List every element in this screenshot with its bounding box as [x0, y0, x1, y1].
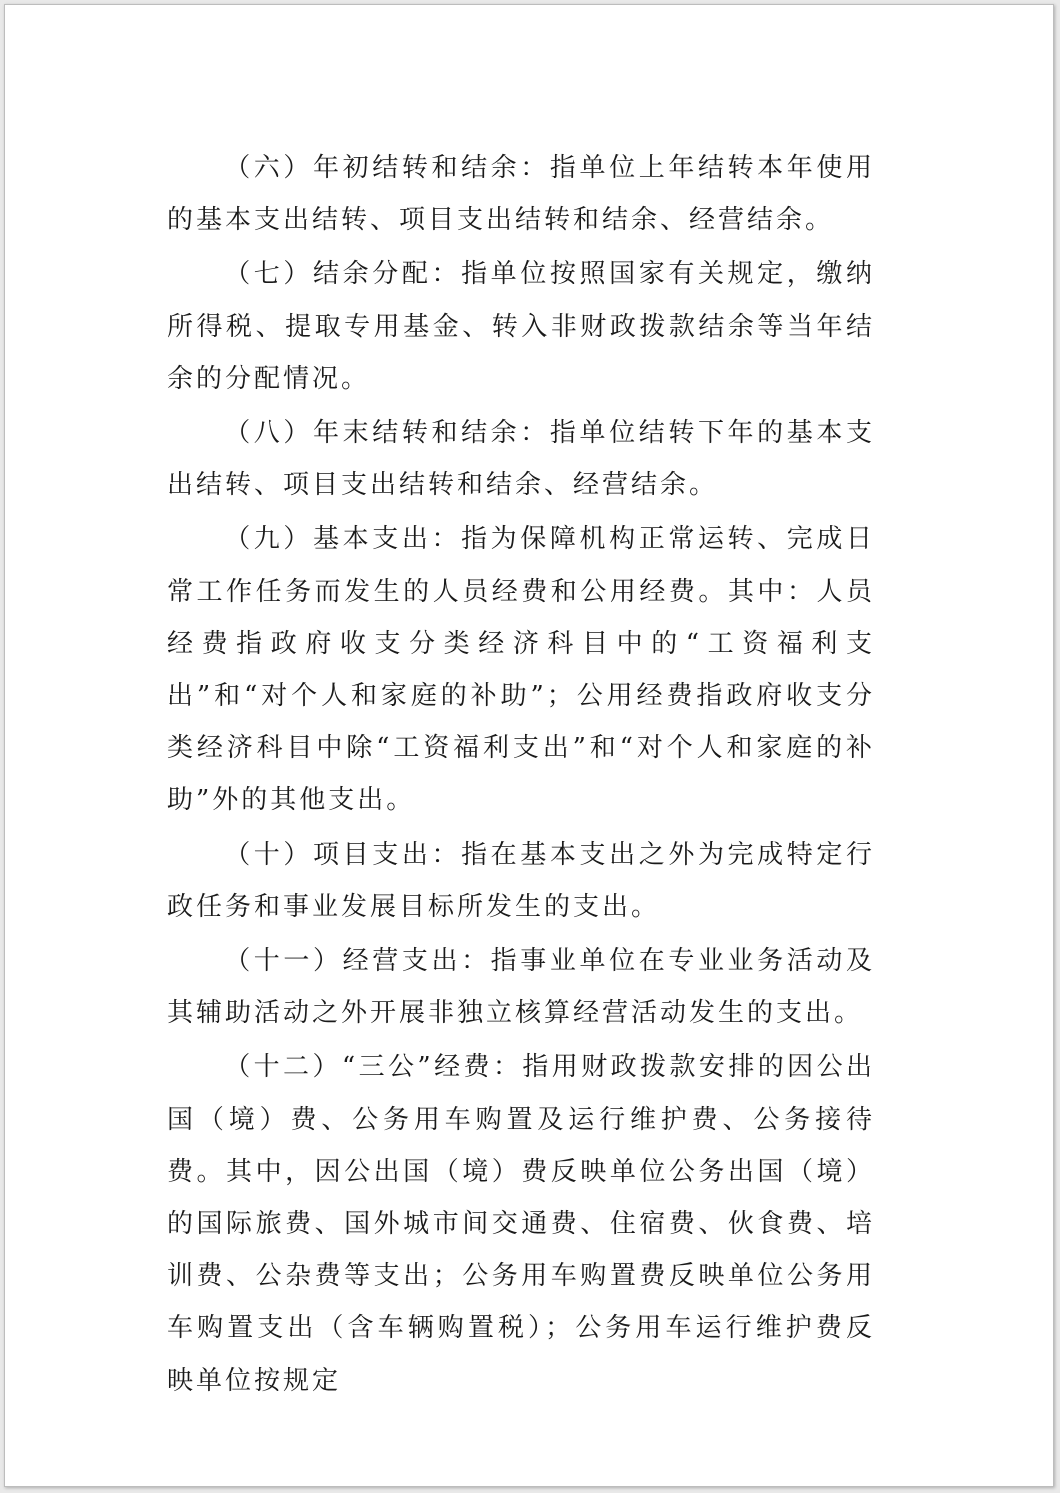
paragraph-12: （十二）“三公”经费：指用财政拨款安排的因公出国（境）费、公务用车购置及运行维护费、公务接待费。其中，因公出国（境）费反映单位公务出国（境）的国际旅费、国外城市间交通费、住宿费、伙食费、培训费、公杂费等支出；公务用车购置费反映单位公务用车购置支出（含车辆购置税）；公务用车运行维护费反映单位按规定 [167, 1052, 875, 1396]
paragraph-10: （十）项目支出：指在基本支出之外为完成特定行政任务和事业发展目标所发生的支出。 [167, 839, 875, 922]
document-body [167, 142, 875, 1409]
paragraph-6: （六）年初结转和结余：指单位上年结转本年使用的基本支出结转、项目支出结转和结余、经营结余。 [167, 153, 875, 236]
document-page [4, 4, 1054, 1487]
paragraph-9: （九）基本支出：指为保障机构正常运转、完成日常工作任务而发生的人员经费和公用经费。其中：人员经费指政府收支分类经济科目中的“工资福利支出”和“对个人和家庭的补助”；公用经费指政府收支分类经济科目中除“工资福利支出”和“对个人和家庭的补助”外的其他支出。 [167, 524, 875, 816]
paragraph-11: （十一）经营支出：指事业单位在专业业务活动及其辅助活动之外开展非独立核算经营活动发生的支出。 [167, 946, 875, 1029]
paragraph-7: （七）结余分配：指单位按照国家有关规定，缴纳所得税、提取专用基金、转入非财政拨款结余等当年结余的分配情况。 [167, 259, 875, 394]
paragraph-8: （八）年末结转和结余：指单位结转下年的基本支出结转、项目支出结转和结余、经营结余。 [167, 418, 875, 501]
